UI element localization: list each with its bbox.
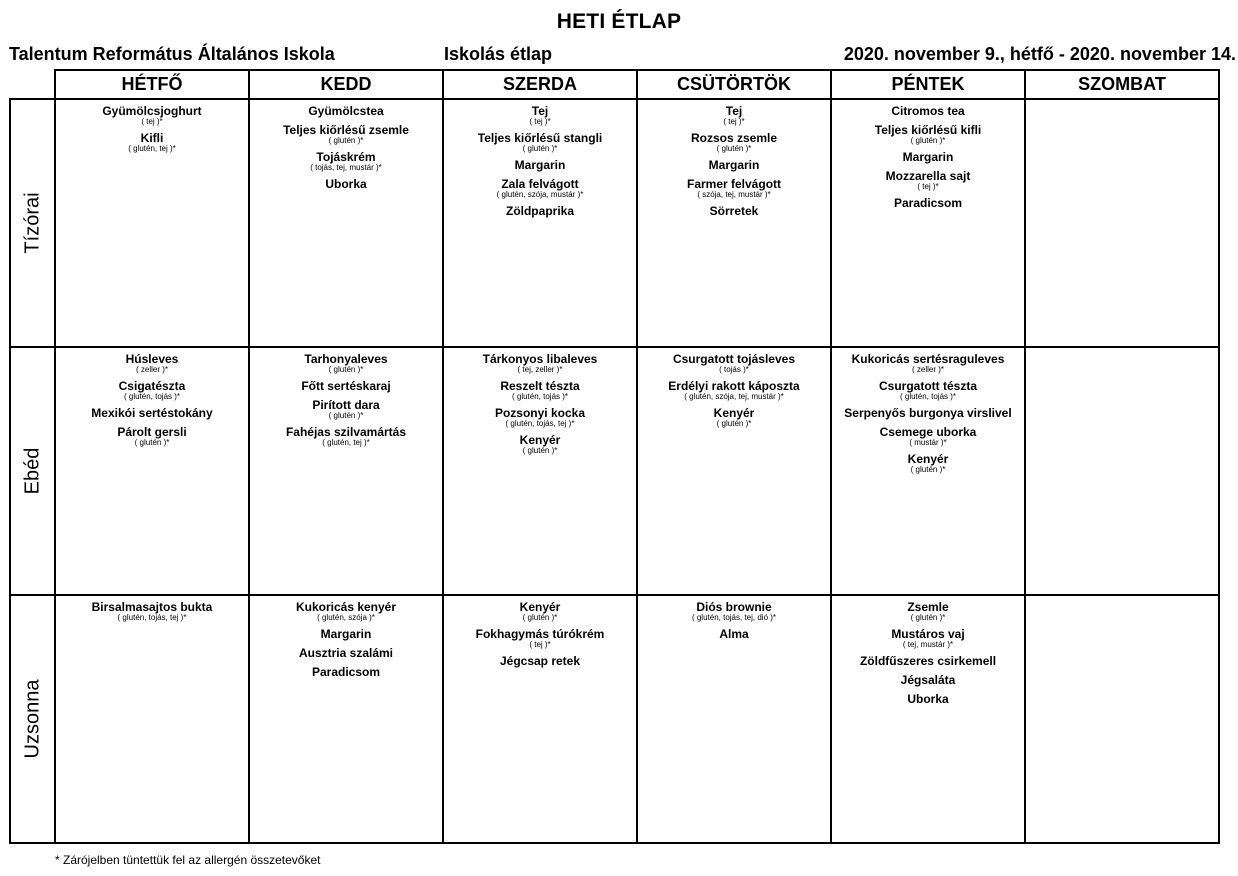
- allergen-list: ( glutén )*: [328, 136, 364, 145]
- dish-name: Gyümölcstea: [308, 104, 384, 118]
- dish-name: Uborka: [325, 177, 367, 191]
- dish-name: Zala felvágott: [501, 177, 579, 191]
- allergen-list: ( glutén )*: [328, 365, 364, 374]
- allergen-list: ( glutén )*: [134, 438, 170, 447]
- allergen-list: ( glutén )*: [716, 144, 752, 153]
- allergen-list: ( glutén, szója, tej, mustár )*: [684, 392, 784, 401]
- menu-item: [832, 379, 1024, 401]
- dish-name: Teljes kiőrlésű stangli: [477, 131, 603, 145]
- allergen-list: ( glutén, tej )*: [322, 438, 370, 447]
- menu-cell: [832, 596, 1026, 844]
- menu-item: [250, 627, 442, 641]
- dish-name: Uborka: [907, 692, 949, 706]
- dish-name: Zöldfűszeres csirkemell: [859, 654, 997, 668]
- allergen-list: ( tej, zeller )*: [517, 365, 563, 374]
- menu-table: [9, 69, 1220, 844]
- allergen-list: ( glutén, szója )*: [317, 613, 375, 622]
- menu-item: [444, 433, 636, 455]
- menu-item: [638, 104, 830, 126]
- menu-item: [444, 352, 636, 374]
- dish-name: Margarin: [514, 158, 566, 172]
- dish-name: Mozzarella sajt: [885, 169, 971, 183]
- dish-name: Citromos tea: [891, 104, 965, 118]
- menu-cell: [638, 348, 832, 596]
- menu-item: [250, 646, 442, 660]
- dish-name: Kenyér: [907, 452, 949, 466]
- dish-name: Csemege uborka: [879, 425, 977, 439]
- menu-item: [56, 406, 248, 420]
- dish-name: Fokhagymás túrókrém: [475, 627, 605, 641]
- dish-name: Mexikói sertéstokány: [91, 406, 213, 420]
- menu-item: [444, 131, 636, 153]
- dish-name: Mustáros vaj: [891, 627, 965, 641]
- meal-label: [9, 100, 56, 348]
- menu-item: [56, 600, 248, 622]
- menu-item: [832, 425, 1024, 447]
- menu-item: [444, 406, 636, 428]
- dish-name: Párolt gersli: [117, 425, 187, 439]
- dish-name: Tej: [725, 104, 743, 118]
- allergen-list: ( glutén, tojás, tej, dió )*: [691, 613, 777, 622]
- date-range: 2020. november 9., hétfő - 2020. november 14.: [843, 44, 1236, 64]
- menu-item: [638, 600, 830, 622]
- allergen-list: ( glutén )*: [910, 136, 946, 145]
- menu-item: [638, 406, 830, 428]
- dish-name: Margarin: [902, 150, 954, 164]
- menu-item: [832, 627, 1024, 649]
- menu-cell: [56, 100, 250, 348]
- menu-item: [56, 352, 248, 374]
- menu-item: [444, 654, 636, 668]
- dish-name: Kifli: [140, 131, 164, 145]
- dish-name: Kenyér: [519, 433, 561, 447]
- menu-item: [638, 131, 830, 153]
- day-header: PÉNTEK: [832, 69, 1026, 100]
- dish-name: Ausztria szalámi: [298, 646, 394, 660]
- dish-name: Húsleves: [125, 352, 179, 366]
- allergen-list: ( glutén, tojás )*: [899, 392, 957, 401]
- menu-item: [444, 627, 636, 649]
- menu-item: [56, 379, 248, 401]
- menu-item: [832, 150, 1024, 164]
- dish-name: Margarin: [320, 627, 372, 641]
- dish-name: Kenyér: [713, 406, 755, 420]
- school-name: Talentum Református Általános Iskola: [9, 44, 335, 64]
- allergen-list: ( glutén )*: [716, 419, 752, 428]
- dish-name: Teljes kiőrlésű kifli: [874, 123, 982, 137]
- dish-name: Diós brownie: [696, 600, 772, 614]
- day-header: SZERDA: [444, 69, 638, 100]
- menu-item: [250, 600, 442, 622]
- menu-item: [56, 131, 248, 153]
- meal-label-text: Ebéd: [21, 447, 43, 495]
- dish-name: Tojáskrém: [316, 150, 376, 164]
- allergen-list: ( glutén, szója, mustár )*: [496, 190, 584, 199]
- menu-cell: [250, 596, 444, 844]
- allergen-list: ( tej )*: [917, 182, 939, 191]
- dish-name: Kenyér: [519, 600, 561, 614]
- menu-item: [638, 379, 830, 401]
- dish-name: Serpenyős burgonya virslivel: [844, 406, 1012, 420]
- dish-name: Zsemle: [907, 600, 949, 614]
- menu-item: [832, 692, 1024, 706]
- dish-name: Erdélyi rakott káposzta: [668, 379, 800, 393]
- menu-cell: [444, 100, 638, 348]
- dish-name: Paradicsom: [311, 665, 381, 679]
- menu-item: [250, 123, 442, 145]
- dish-name: Teljes kiőrlésű zsemle: [283, 123, 409, 137]
- day-header: KEDD: [250, 69, 444, 100]
- menu-item: [250, 177, 442, 191]
- dish-name: Rozsos zsemle: [690, 131, 778, 145]
- menu-cell: [1026, 596, 1220, 844]
- allergen-list: ( tojás, tej, mustár )*: [310, 163, 382, 172]
- menu-item: [832, 673, 1024, 687]
- page-title: HETI ÉTLAP: [556, 10, 682, 33]
- allergen-list: ( tojás )*: [719, 365, 749, 374]
- menu-item: [250, 352, 442, 374]
- dish-name: Tarhonyaleves: [304, 352, 388, 366]
- allergen-list: ( glutén, tej )*: [128, 144, 176, 153]
- menu-cell: [56, 596, 250, 844]
- allergen-list: ( glutén, tojás, tej )*: [117, 613, 187, 622]
- allergen-list: ( mustár )*: [909, 438, 947, 447]
- menu-cell: [250, 100, 444, 348]
- dish-name: Sörretek: [709, 204, 759, 218]
- dish-name: Zöldpaprika: [505, 204, 574, 218]
- allergen-footnote: * Zárójelben tüntettük fel az allergén összetevőket: [55, 853, 321, 867]
- menu-item: [832, 104, 1024, 118]
- table-corner: [9, 69, 56, 100]
- allergen-list: ( tej )*: [723, 117, 745, 126]
- dish-name: Tej: [531, 104, 549, 118]
- menu-item: [832, 169, 1024, 191]
- allergen-list: ( glutén, tojás )*: [511, 392, 569, 401]
- dish-name: Reszelt tészta: [500, 379, 580, 393]
- menu-item: [832, 600, 1024, 622]
- dish-name: Pozsonyi kocka: [494, 406, 586, 420]
- allergen-list: ( glutén )*: [328, 411, 364, 420]
- menu-item: [444, 158, 636, 172]
- dish-name: Csurgatott tészta: [878, 379, 977, 393]
- menu-item: [638, 204, 830, 218]
- dish-name: Kukoricás kenyér: [295, 600, 397, 614]
- menu-type: Iskolás étlap: [444, 44, 553, 64]
- allergen-list: ( glutén )*: [522, 446, 558, 455]
- dish-name: Jégcsap retek: [499, 654, 581, 668]
- dish-name: Tárkonyos libaleves: [482, 352, 598, 366]
- dish-name: Alma: [719, 627, 749, 641]
- allergen-list: ( zeller )*: [135, 365, 168, 374]
- dish-name: Kukoricás sertésraguleves: [851, 352, 1005, 366]
- menu-item: [832, 123, 1024, 145]
- menu-cell: [56, 348, 250, 596]
- menu-item: [56, 425, 248, 447]
- allergen-list: ( glutén )*: [910, 613, 946, 622]
- menu-item: [832, 406, 1024, 420]
- menu-item: [638, 627, 830, 641]
- dish-name: Jégsaláta: [900, 673, 956, 687]
- meal-label-text: Tízórai: [21, 192, 43, 254]
- allergen-list: ( zeller )*: [911, 365, 944, 374]
- allergen-list: ( glutén, tojás, tej )*: [505, 419, 575, 428]
- allergen-list: ( glutén )*: [522, 613, 558, 622]
- menu-item: [638, 177, 830, 199]
- menu-cell: [638, 100, 832, 348]
- menu-item: [250, 665, 442, 679]
- menu-item: [832, 654, 1024, 668]
- meal-label: [9, 348, 56, 596]
- menu-item: [832, 352, 1024, 374]
- dish-name: Főtt sertéskaraj: [301, 379, 391, 393]
- meal-label: [9, 596, 56, 844]
- dish-name: Paradicsom: [893, 196, 963, 210]
- menu-cell: [638, 596, 832, 844]
- menu-item: [250, 398, 442, 420]
- allergen-list: ( tej )*: [529, 640, 551, 649]
- dish-name: Csurgatott tojásleves: [672, 352, 796, 366]
- menu-cell: [832, 100, 1026, 348]
- dish-name: Fahéjas szilvamártás: [285, 425, 407, 439]
- menu-cell: [1026, 348, 1220, 596]
- allergen-list: ( tej, mustár )*: [902, 640, 954, 649]
- menu-item: [250, 150, 442, 172]
- menu-item: [444, 104, 636, 126]
- day-header: SZOMBAT: [1026, 69, 1220, 100]
- menu-item: [250, 425, 442, 447]
- menu-item: [250, 379, 442, 393]
- dish-name: Birsalmasajtos bukta: [91, 600, 213, 614]
- menu-cell: [444, 348, 638, 596]
- allergen-list: ( glutén )*: [910, 465, 946, 474]
- menu-cell: [1026, 100, 1220, 348]
- menu-item: [444, 204, 636, 218]
- menu-item: [638, 158, 830, 172]
- menu-item: [444, 379, 636, 401]
- menu-item: [832, 196, 1024, 210]
- menu-item: [444, 177, 636, 199]
- allergen-list: ( glutén, tojás )*: [123, 392, 181, 401]
- menu-item: [250, 104, 442, 118]
- menu-item: [832, 452, 1024, 474]
- dish-name: Farmer felvágott: [686, 177, 782, 191]
- allergen-list: ( tej )*: [529, 117, 551, 126]
- allergen-list: ( szója, tej, mustár )*: [697, 190, 771, 199]
- dish-name: Margarin: [708, 158, 760, 172]
- menu-cell: [250, 348, 444, 596]
- menu-item: [56, 104, 248, 126]
- allergen-list: ( glutén )*: [522, 144, 558, 153]
- menu-cell: [832, 348, 1026, 596]
- menu-item: [638, 352, 830, 374]
- dish-name: Csigatészta: [118, 379, 186, 393]
- dish-name: Gyümölcsjoghurt: [102, 104, 202, 118]
- meal-label-text: Uzsonna: [21, 679, 43, 759]
- menu-cell: [444, 596, 638, 844]
- menu-item: [444, 600, 636, 622]
- dish-name: Pirított dara: [312, 398, 380, 412]
- day-header: HÉTFŐ: [56, 69, 250, 100]
- day-header: CSÜTÖRTÖK: [638, 69, 832, 100]
- allergen-list: ( tej )*: [141, 117, 163, 126]
